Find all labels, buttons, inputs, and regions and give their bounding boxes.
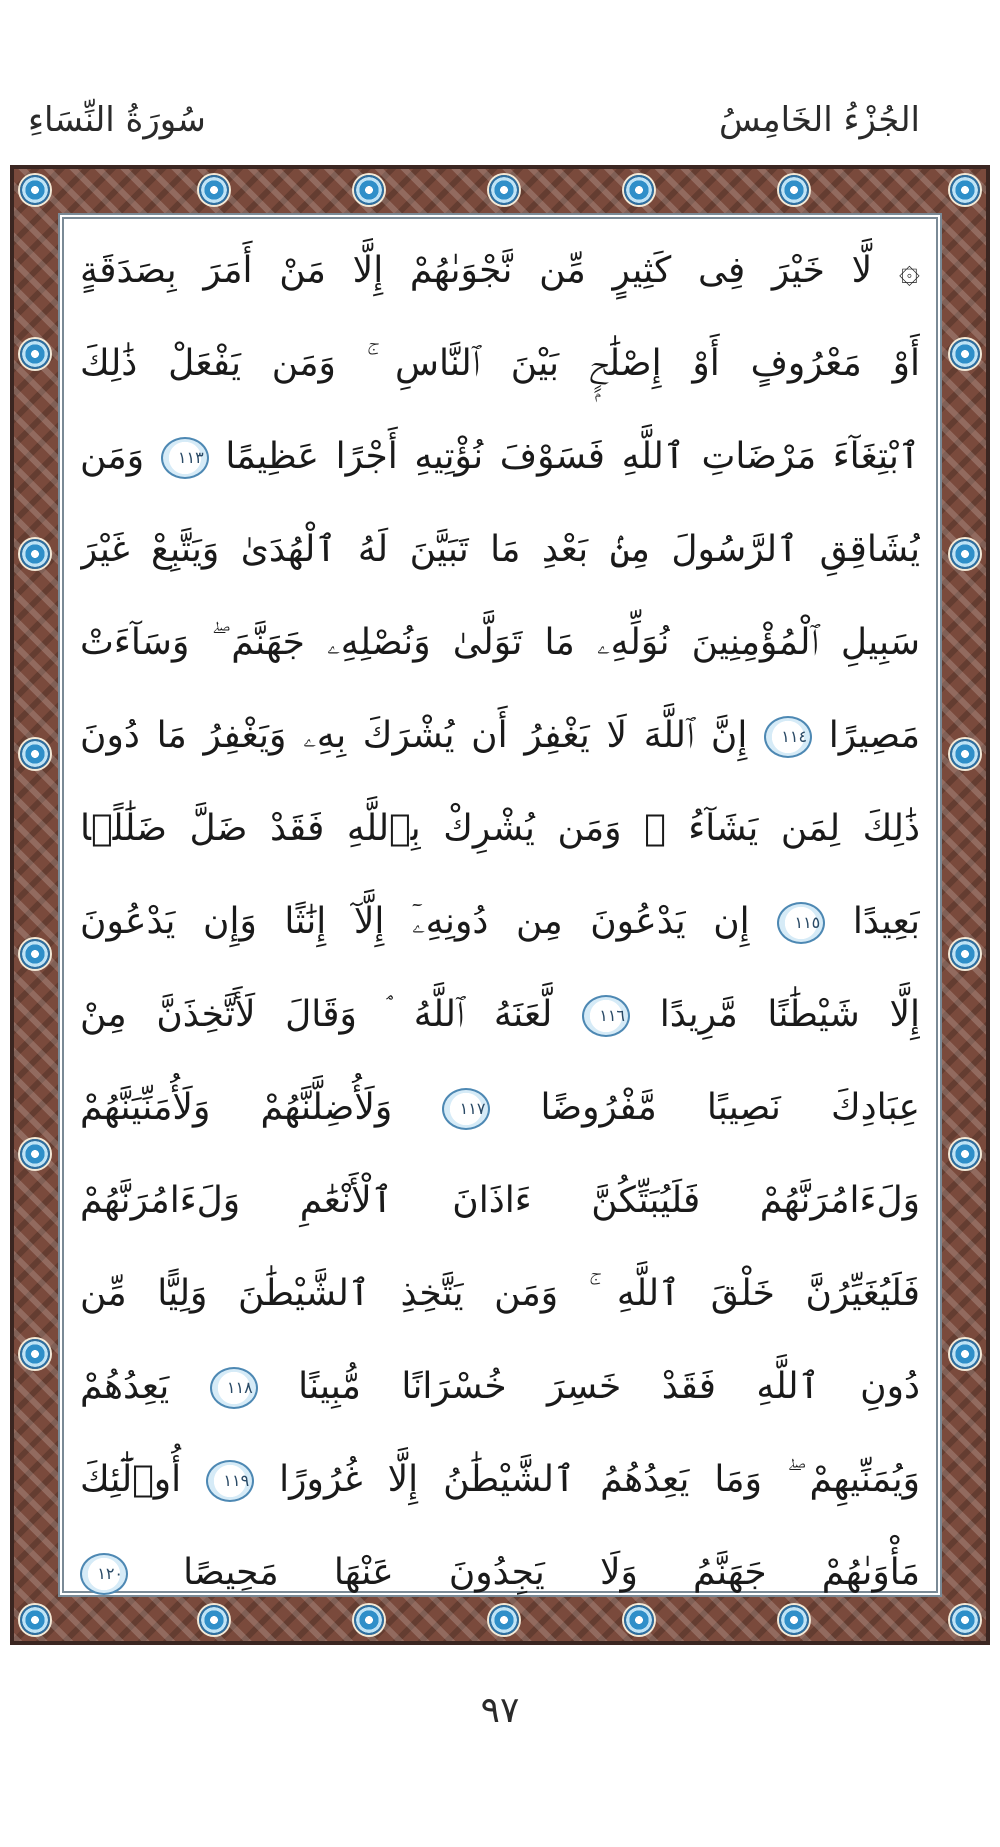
rosette-ornament-icon: [950, 1139, 980, 1169]
line-text: ذَٰلِكَ لِمَن يَشَآءُ ۚ وَمَن يُشْرِكْ بِٱللَّهِ فَقَدْ ضَلَّ ضَلَٰلًۢا: [80, 808, 920, 849]
line-text-continuation: يَعِدُهُمْ: [80, 1366, 170, 1407]
line-text: وَلَءَامُرَنَّهُمْ فَلَيُبَتِّكُنَّ ءَاذَانَ ٱلْأَنْعَٰمِ وَلَءَامُرَنَّهُمْ: [80, 1180, 920, 1221]
rosette-ornament-icon: [950, 175, 980, 205]
rosette-ornament-icon: [20, 339, 50, 369]
ayah-number-marker: ١٢٠: [80, 1553, 128, 1595]
ayah-number-marker: ١١٤: [764, 716, 812, 758]
text-line: [80, 1434, 920, 1526]
line-text-continuation: إِنَّ ٱللَّهَ لَا يَغْفِرُ أَن يُشْرَكَ بِهِۦ وَيَغْفِرُ مَا دُونَ: [80, 715, 748, 756]
line-text: دُونِ ٱللَّهِ فَقَدْ خَسِرَ خُسْرَانًا مُّبِينًا: [298, 1366, 920, 1407]
juz-title: الجُزْءُ الخَامِسُ: [719, 100, 920, 140]
line-text: وَيُمَنِّيهِمْ ۖ وَمَا يَعِدُهُمُ ٱلشَّيْطَٰنُ إِلَّا غُرُورًا: [279, 1459, 920, 1500]
rosette-ornament-icon: [354, 175, 384, 205]
rosette-ornament-icon: [20, 1605, 50, 1635]
text-line: [80, 1341, 920, 1433]
line-text-continuation: لَّعَنَهُ ٱللَّهُ ۘ وَقَالَ لَأَتَّخِذَنَّ مِنْ: [80, 994, 553, 1035]
line-text-continuation: وَمَن: [80, 436, 145, 477]
rosette-ornament-icon: [950, 539, 980, 569]
ayah-number-marker: ١١٩: [206, 1460, 254, 1502]
ayah-number-marker: ١١٥: [777, 902, 825, 944]
rosette-ornament-icon: [20, 939, 50, 969]
page-number: ٩٧: [480, 1690, 520, 1731]
rosette-ornament-icon: [20, 739, 50, 769]
text-line: [80, 969, 920, 1061]
ayah-number-marker: ١١٧: [442, 1088, 490, 1130]
text-line: [80, 318, 920, 410]
rosette-ornament-icon: [20, 1139, 50, 1169]
line-text: مَصِيرًا: [828, 715, 920, 756]
ayah-number-marker: ١١٦: [582, 995, 630, 1037]
line-text: سَبِيلِ ٱلْمُؤْمِنِينَ نُوَلِّهِۦ مَا تَوَلَّىٰ وَنُصْلِهِۦ جَهَنَّمَ ۖ وَسَآءَتْ: [80, 622, 920, 663]
line-text-continuation: وَلَأُضِلَّنَّهُمْ وَلَأُمَنِّيَنَّهُمْ: [80, 1087, 393, 1128]
surah-title: سُورَةُ النِّسَاءِ: [28, 100, 206, 140]
text-line: [80, 783, 920, 875]
rosette-ornament-icon: [950, 1605, 980, 1635]
line-text: يُشَاقِقِ ٱلرَّسُولَ مِنۢ بَعْدِ مَا تَبَيَّنَ لَهُ ٱلْهُدَىٰ وَيَتَّبِعْ غَيْرَ: [80, 529, 920, 570]
line-text: عِبَادِكَ نَصِيبًا مَّفْرُوضًا: [540, 1087, 920, 1128]
text-line: [80, 1527, 920, 1619]
rosette-ornament-icon: [950, 339, 980, 369]
text-line: [80, 1062, 920, 1154]
line-text: فَلَيُغَيِّرُنَّ خَلْقَ ٱللَّهِ ۚ وَمَن يَتَّخِذِ ٱلشَّيْطَٰنَ وَلِيًّا مِّن: [80, 1273, 920, 1314]
ayah-number-marker: ١١٨: [210, 1367, 258, 1409]
page-header: [0, 100, 1000, 160]
text-line: [80, 225, 920, 317]
rosette-ornament-icon: [199, 175, 229, 205]
quran-text-area: [80, 225, 920, 1620]
line-text-continuation: إِن يَدْعُونَ مِن دُونِهِۦٓ إِلَّآ إِنَٰثًا وَإِن يَدْعُونَ: [80, 901, 750, 942]
text-line: [80, 1155, 920, 1247]
text-line: [80, 411, 920, 503]
line-text: بَعِيدًا: [852, 901, 920, 942]
rosette-ornament-icon: [950, 739, 980, 769]
line-text: أَوْ مَعْرُوفٍ أَوْ إِصْلَٰحٍۭ بَيْنَ ٱلنَّاسِ ۚ وَمَن يَفْعَلْ ذَٰلِكَ: [80, 343, 920, 384]
line-text: ۞ لَّا خَيْرَ فِى كَثِيرٍ مِّن نَّجْوَىٰهُمْ إِلَّا مَنْ أَمَرَ بِصَدَقَةٍ: [80, 250, 920, 291]
text-line: [80, 690, 920, 782]
rosette-ornament-icon: [20, 539, 50, 569]
rosette-ornament-icon: [779, 175, 809, 205]
line-text-continuation: أُو۟لَٰٓئِكَ: [80, 1459, 182, 1500]
text-line: [80, 504, 920, 596]
line-text: ٱبْتِغَآءَ مَرْضَاتِ ٱللَّهِ فَسَوْفَ نُؤْتِيهِ أَجْرًا عَظِيمًا: [225, 436, 920, 477]
rosette-ornament-icon: [624, 175, 654, 205]
rosette-ornament-icon: [950, 939, 980, 969]
text-line: [80, 1248, 920, 1340]
line-text: مَأْوَىٰهُمْ جَهَنَّمُ وَلَا يَجِدُونَ عَنْهَا مَحِيصًا: [183, 1552, 920, 1593]
text-line: [80, 876, 920, 968]
line-text: إِلَّا شَيْطَٰنًا مَّرِيدًا: [659, 994, 920, 1035]
text-line: [80, 597, 920, 689]
ayah-number-marker: ١١٣: [161, 437, 209, 479]
rosette-ornament-icon: [20, 1339, 50, 1369]
rosette-ornament-icon: [489, 175, 519, 205]
rosette-ornament-icon: [950, 1339, 980, 1369]
rosette-ornament-icon: [20, 175, 50, 205]
